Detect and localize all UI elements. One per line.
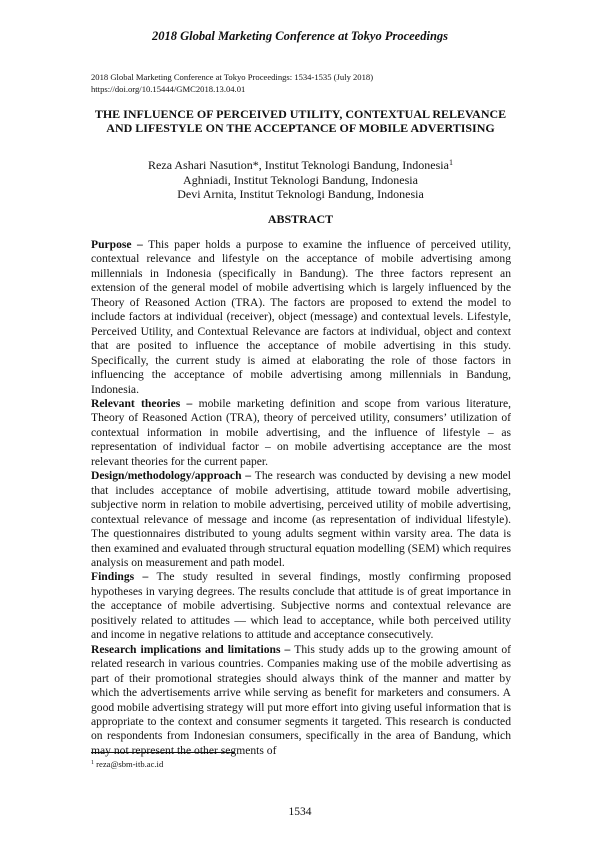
author-text: Devi Arnita, Institut Teknologi Bandung, Indonesia <box>177 187 424 201</box>
section-heading: Findings – <box>91 570 157 584</box>
section-heading: Design/methodology/approach – <box>91 469 255 483</box>
abstract-body <box>91 238 511 758</box>
author-line <box>91 156 510 173</box>
section-heading: Purpose – <box>91 238 149 251</box>
author-line <box>91 187 510 202</box>
section-text: The research was conducted by devising a new model that includes acceptance of mobile advertising, attitude toward mobile advertising, subjective norm in relation to mobile advertising, perceived utility of mobile advertising, contextual relevance of message and income (as representation of individual lifestyle). The questionnaires distributed to young adults segment within varsity area. The data is then examined and evaluated through structural equation modelling (SEM) which requires analysis on measurement and path model. <box>91 469 511 569</box>
abstract-heading: ABSTRACT <box>267 212 334 226</box>
abstract-section-implications <box>91 643 511 759</box>
section-heading: Research implications and limitations – <box>91 642 295 656</box>
section-text: mobile marketing definition and scope from various literature, Theory of Reasoned Action (TRA), theory of perceived utility, consumers’ utilization of contextual information in mobile advertising, and the influence of lifestyle – as representation of individual factor – on mobile advertising acceptance are the most relevant theories for the current paper. <box>91 396 511 468</box>
abstract-section-theories <box>91 397 511 469</box>
doi-link[interactable]: https://doi.org/10.15444/GMC2018.13.04.01 <box>91 83 246 94</box>
section-text: This study adds up to the growing amount of related research in various countries. Companies making use of the mobile advertising as part of their promotional strategies should always think of the manner and matter by which the advertisements arrive while serving as benefit for marketers and consumers. A good mobile advertising strategy will put more effort into giving useful information that is appropriate to the context and consumer segments it targeted. This research is conducted on respondents from Indonesian consumers, specifically in the area of Bandung, which may not represent the other segments of <box>91 642 511 757</box>
section-heading: Relevant theories – <box>91 396 199 410</box>
author-line <box>91 173 510 188</box>
running-header: 2018 Global Marketing Conference at Tokyo Proceedings <box>151 29 449 43</box>
author-list <box>91 156 510 202</box>
footnote-email[interactable]: reza@sbm-itb.ac.id <box>94 759 164 769</box>
author-text: Aghniadi, Institut Teknologi Bandung, Indonesia <box>183 172 418 187</box>
citation-line: 2018 Global Marketing Conference at Tokyo Proceedings: 1534-1535 (July 2018) <box>91 72 374 82</box>
section-text: The study resulted in several findings, mostly confirming proposed hypotheses in varying degrees. The results conclude that attitude is of great importance in the acceptance of mobile advertising. Subjective norms and contextual relevance are positively related to attitudes — which lead to acceptance, while both perceived utility and income in negative relations to attitude and acceptance consecutively. <box>91 570 511 642</box>
paper-title: THE INFLUENCE OF PERCEIVED UTILITY, CONTEXTUAL RELEVANCE AND LIFESTYLE ON THE ACCEPTANCE OF MOBILE ADVERTISING <box>94 107 507 135</box>
footnote-divider <box>91 752 235 753</box>
section-text: This paper holds a purpose to examine the influence of perceived utility, contextual relevance and lifestyle on the acceptance of mobile advertising among millennials in Indonesia (specifically in Bandung). The three factors represent an extension of the general model of mobile advertising which is largely influenced by the Theory of Reasoned Action (TRA). The factors are proposed to extend the model to include factors at individual (receiver), object (message) and contextual levels. Lifestyle, Perceived Utility, and Contextual Relevance are factors at individual, object and context that are posited to influence the acceptance of mobile advertising in this study. Specifically, the current study is aimed at elaborating the role of those factors in influencing the acceptance of mobile advertising among millennials in Bandung, Indonesia. <box>91 238 512 396</box>
abstract-section-findings <box>91 570 511 642</box>
abstract-section-design <box>91 469 511 570</box>
page-number: 1534 <box>288 806 312 818</box>
footnote-number: 1 <box>91 760 94 766</box>
abstract-section-purpose <box>91 238 511 397</box>
author-text: Reza Ashari Nasution*, Institut Teknologi Bandung, Indonesia <box>148 158 449 172</box>
footnote-marker[interactable]: 1 <box>448 158 453 167</box>
citation-block <box>91 72 511 95</box>
footnote <box>91 759 163 769</box>
